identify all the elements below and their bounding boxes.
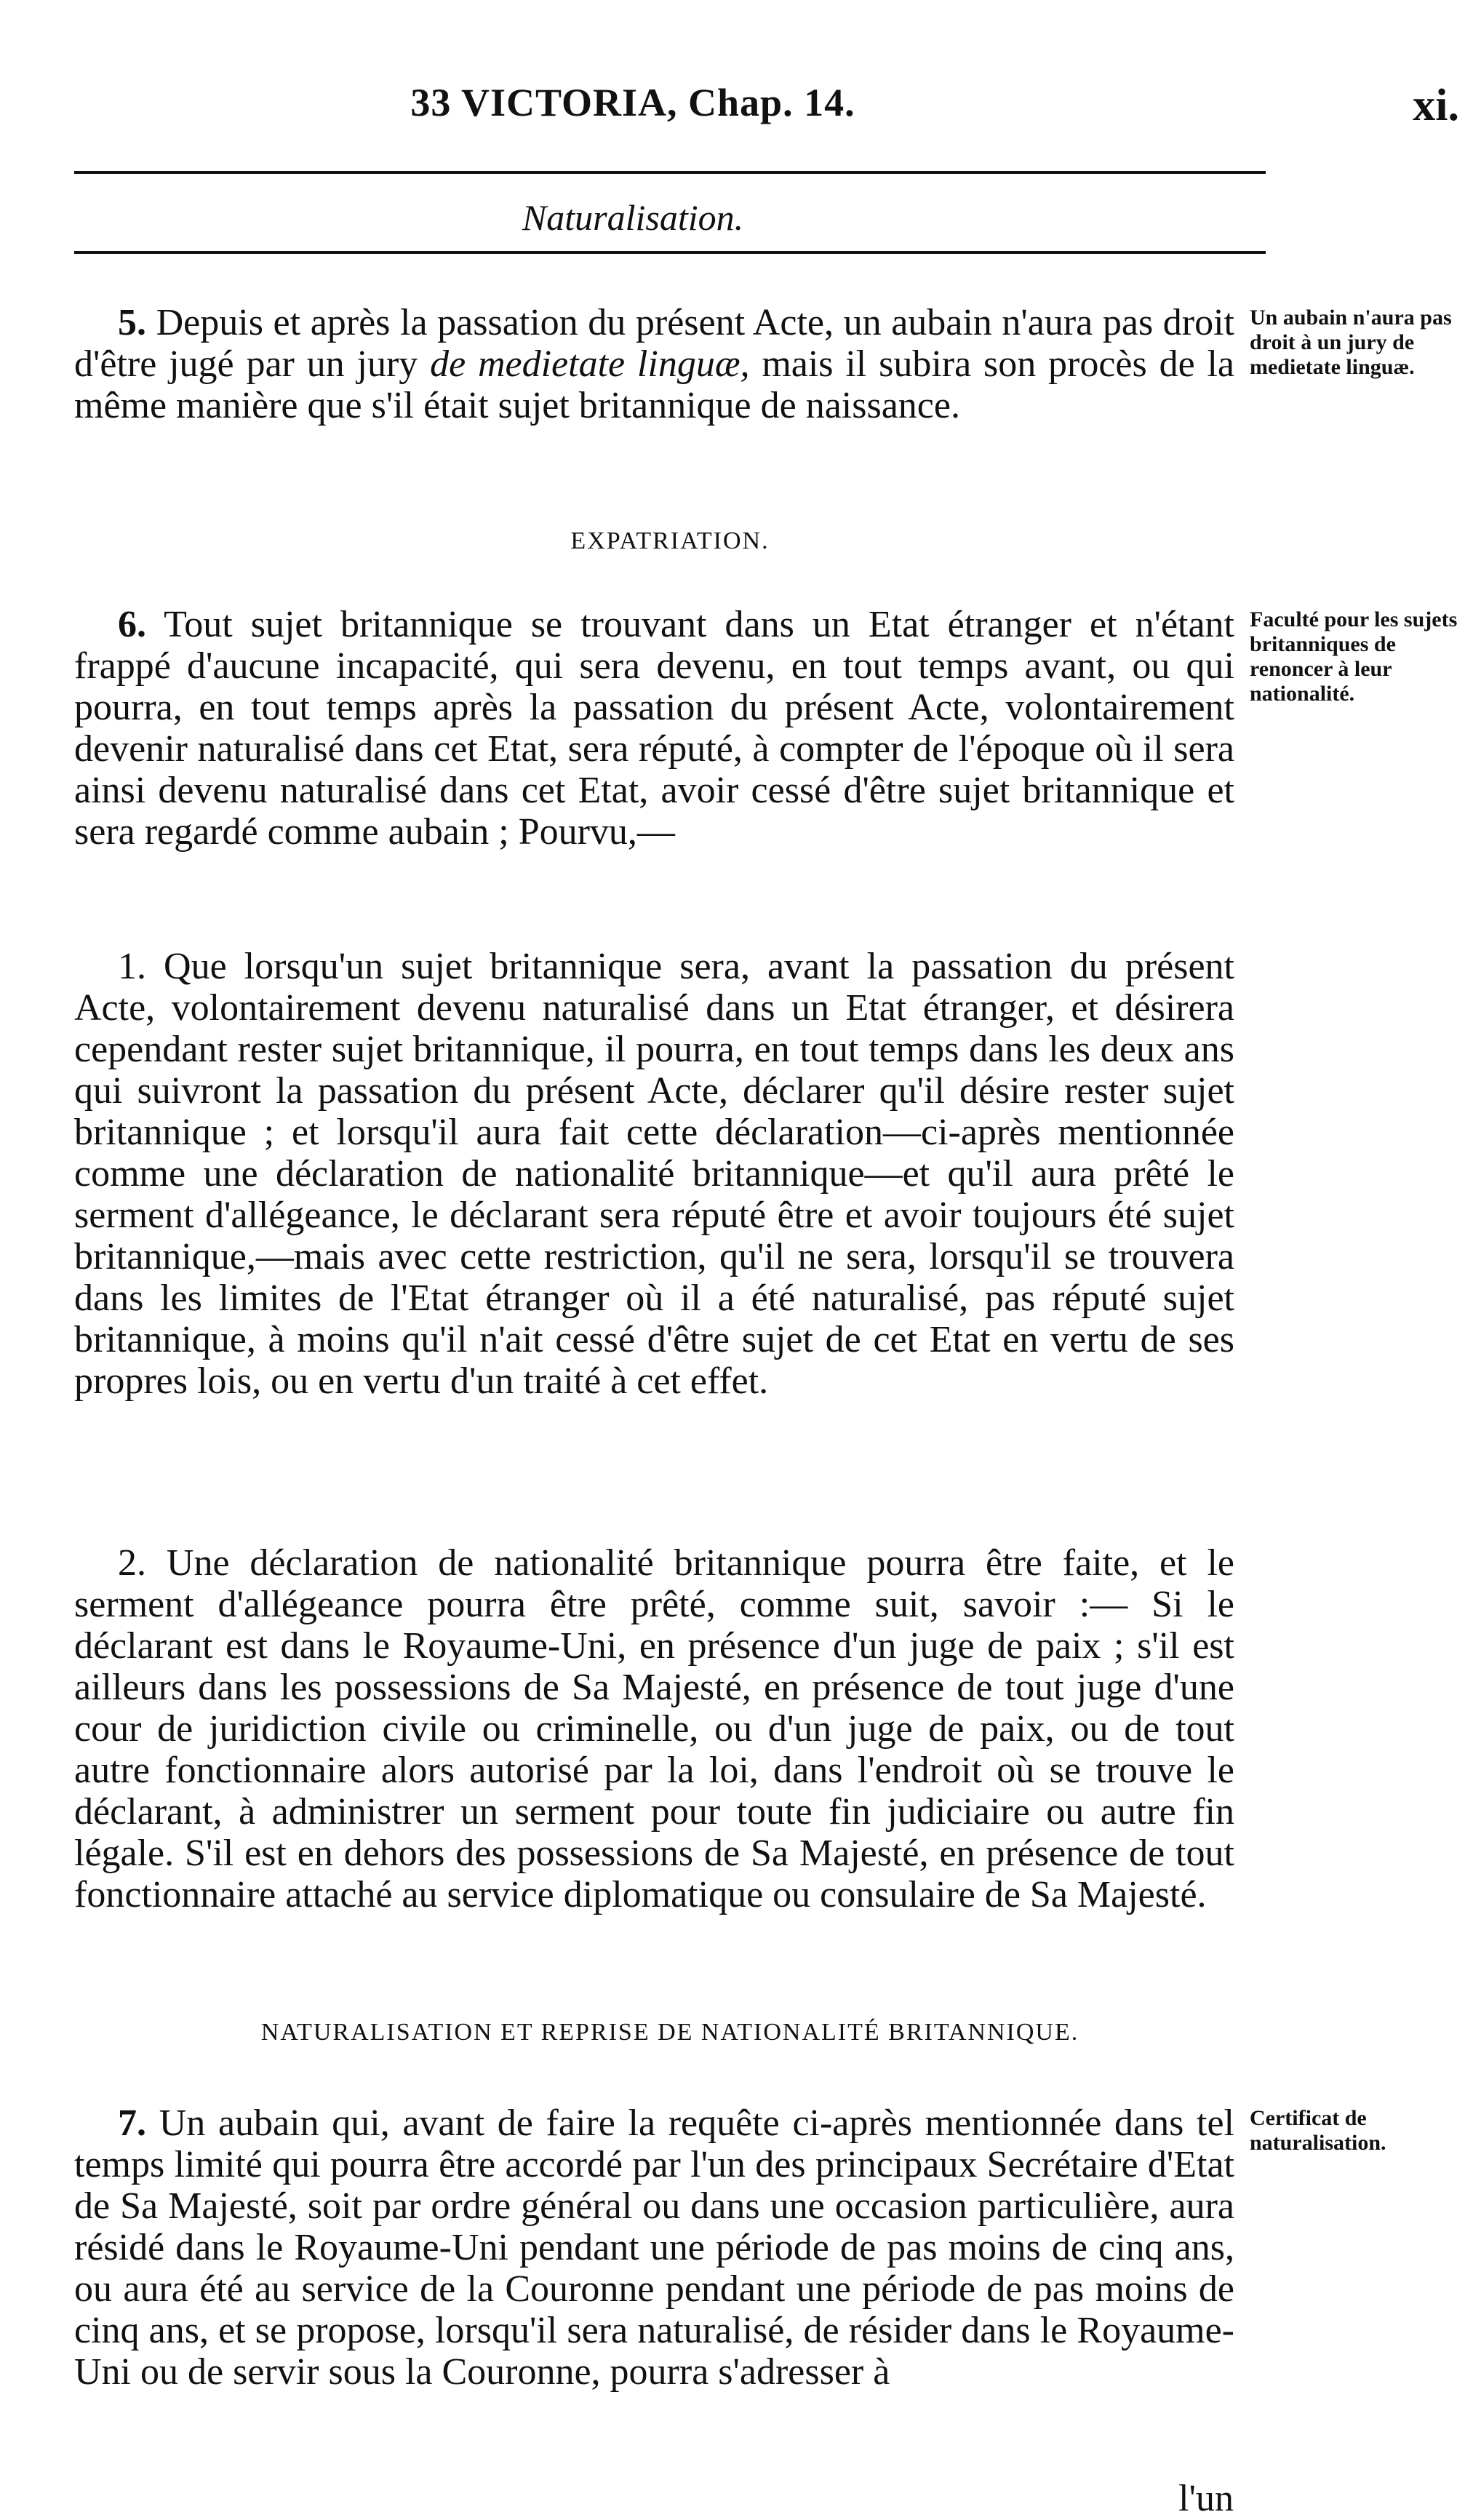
section-number: 5. <box>118 302 146 343</box>
proviso-text: 2. Une déclaration de nationalité britannique pourra être faite, et le serment d'allégeance pourra être prêté, comme suit, savoir :— Si le déclarant est dans le Royaume-Uni, en présence d'un juge de paix ; s'il est ailleurs dans les possessions de Sa Majesté, en présence de tout juge d'une cour de juridiction civile ou criminelle, ou d'un juge de paix, ou de tout autre fonctionnaire alors autorisé par la loi, dans l'endroit où se trouve le déclarant, à administrer un serment pour toute fin judiciaire ou autre fin légale. S'il est en dehors des possessions de Sa Majesté, en présence de tout fonctionnaire attaché au service diplomatique ou consulaire de Sa Majesté. <box>74 1542 1234 1915</box>
section-6 <box>74 604 1234 853</box>
margin-note-5: Un aubain n'aura pas droit à un jury de medietate linguæ. <box>1250 306 1452 379</box>
page-number: xi. <box>1413 81 1459 130</box>
heading-expatriation: EXPATRIATION. <box>570 527 770 554</box>
section-7 <box>74 2102 1234 2393</box>
margin-note-7: Certificat de naturalisation. <box>1250 2106 1386 2155</box>
catchword: l'un <box>1178 2478 1234 2519</box>
running-header-title: 33 VICTORIA, Chap. 14. <box>410 81 855 124</box>
section-text-italic: de medietate linguæ, <box>430 343 750 385</box>
header-rule-top <box>74 171 1266 174</box>
proviso-1 <box>74 946 1234 1402</box>
heading-naturalisation: NATURALISATION ET REPRISE DE NATIONALITÉ BRITANNIQUE. <box>260 2019 1079 2046</box>
section-text: Tout sujet britannique se trouvant dans un Etat étranger et n'étant frappé d'aucune incapacité, qui sera devenu, en tout temps avant, ou qui pourra, en tout temps après la passation du présent Acte, volontairement devenir naturalisé dans cet Etat, sera réputé, à compter de l'époque où il sera ainsi devenu naturalisé dans cet Etat, avoir cessé d'être sujet britannique et sera regardé comme aubain ; Pourvu,— <box>74 604 1235 853</box>
section-text: mais il subira son procès de la même manière que s'il était sujet britannique de naissance. <box>74 343 1234 426</box>
proviso-2 <box>74 1542 1234 1915</box>
section-subtitle: Naturalisation. <box>522 197 744 238</box>
section-5 <box>74 302 1234 426</box>
proviso-text: 1. Que lorsqu'un sujet britannique sera, avant la passation du présent Acte, volontairement devenu naturalisé dans un Etat étranger, et désirera cependant rester sujet britannique, il pourra, en tout temps dans les deux ans qui suivront la passation du présent Acte, déclarer qu'il désire rester sujet britannique ; et lorsqu'il aura fait cette déclaration—ci-après mentionnée comme une déclaration de nationalité britannique—et qu'il aura prêté le serment d'allégeance, le déclarant sera réputé être et avoir toujours été sujet britannique,—mais avec cette restriction, qu'il ne sera, lorsqu'il se trouvera dans les limites de l'Etat étranger où il a été naturalisé, pas réputé sujet britannique, à moins qu'il n'ait cessé d'être sujet de cet Etat en vertu de ses propres lois, ou en vertu d'un traité à cet effet. <box>74 946 1234 1402</box>
margin-note-6: Faculté pour les sujets britanniques de renoncer à leur nationalité. <box>1250 607 1458 706</box>
section-number: 6. <box>118 604 146 645</box>
section-text: Depuis et après la passation du présent Acte, un aubain n'aura pas droit d'être jugé par un jury <box>74 302 1235 385</box>
section-text: Un aubain qui, avant de faire la requête ci-après mentionnée dans tel temps limité qui pourra être accordé par l'un des principaux Secrétaire d'Etat de Sa Majesté, soit par ordre général ou dans une occasion particulière, aura résidé dans le Royaume-Uni pendant une période de pas moins de cinq ans, ou aura été au service de la Couronne pendant une période de pas moins de cinq ans, et se propose, lorsqu'il sera naturalisé, de résider dans le Royaume-Uni ou de servir sous la Couronne, pourra s'adresser à <box>74 2102 1235 2393</box>
header-rule-bottom <box>74 251 1266 254</box>
section-number: 7. <box>118 2102 146 2144</box>
